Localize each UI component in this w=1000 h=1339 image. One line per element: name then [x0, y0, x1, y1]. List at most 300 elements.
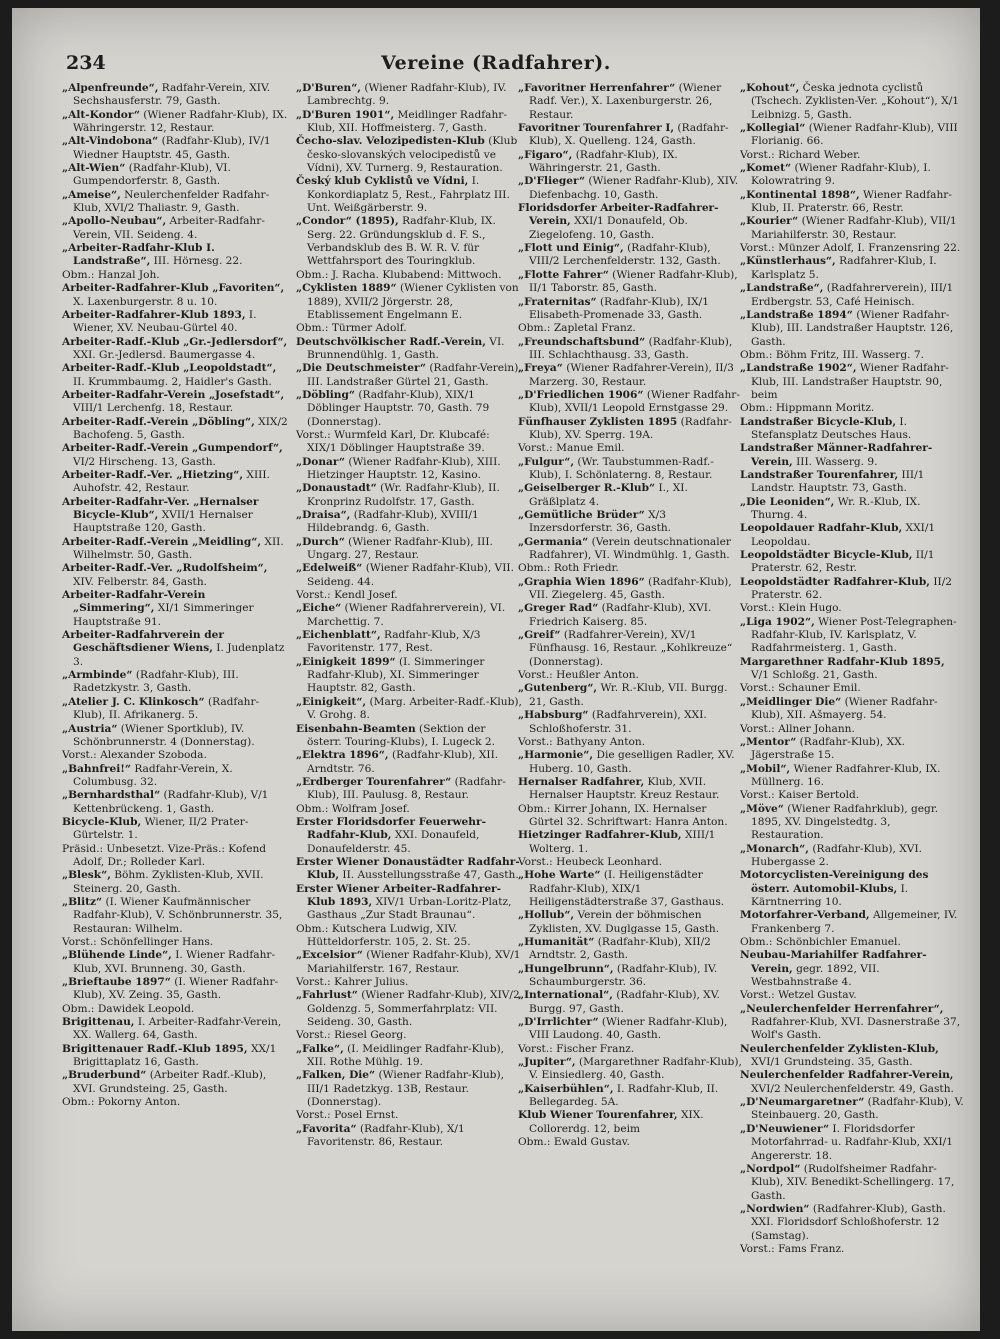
- entry-details: (Radfahr-Klub), XII. Arndtstr. 76.: [307, 749, 499, 775]
- directory-entry: [296, 536, 522, 563]
- entry-details: (I. Wiener Kaufmännischer Radfahr-Klub), V. Schönbrunnerstr. 35, Restauran: Wilhelm.: [73, 895, 283, 935]
- entry-name: Český klub Cyklistů ve Vídni,: [296, 175, 469, 188]
- page-number: 234: [66, 52, 106, 74]
- entry-name: „D'Neumargaretner“: [740, 1096, 865, 1109]
- entry-details: VI. Brunnendühlg. 1, Gasth.: [307, 335, 505, 361]
- entry-name: Hernalser Radfahrer,: [518, 775, 645, 788]
- entry-name: „Ameise“,: [62, 188, 121, 201]
- entry-officer: Vorst.: Kaiser Bertold.: [740, 789, 860, 802]
- directory-entry: [62, 309, 288, 336]
- directory-entry: [740, 1203, 966, 1256]
- entry-name: „Fulgur“,: [518, 455, 575, 468]
- entry-details: X. Laxenburgerstr. 8 u. 10.: [73, 295, 218, 308]
- directory-entry: [740, 162, 966, 189]
- entry-name: „Möve“: [740, 802, 784, 815]
- directory-entry: [296, 1123, 522, 1150]
- entry-officer: Vorst.: Allner Johann.: [740, 722, 855, 735]
- directory-entry: [740, 843, 966, 870]
- entry-details: XX/1 Brigittaplatz 16, Gasth.: [73, 1042, 277, 1069]
- entry-details: Wiener, II/2 Prater-Gürtelstr. 1.: [73, 815, 249, 842]
- entry-name: Hietzinger Radfahrer-Klub,: [518, 829, 682, 842]
- entry-details: XIII. Auhofstr. 42, Restaur.: [73, 468, 270, 495]
- directory-entry: [296, 362, 522, 389]
- entry-name: Bicycle-Klub,: [62, 815, 142, 828]
- directory-entry: [518, 175, 744, 202]
- entry-name: Erster Wiener Arbeiter-Radfahrer-Klub 1893,: [296, 882, 502, 908]
- entry-details: (Radfahrverein), XXI. Schloßhoferstr. 31.: [529, 709, 707, 735]
- directory-entry: [62, 242, 288, 282]
- entry-details: Radfahr-Verein, XIV. Sechshausferstr. 79, Gasth.: [73, 82, 271, 108]
- entry-name: Arbeiter-Radfahr-Verein „Josefstadt“,: [62, 388, 285, 401]
- entry-details: (Wiener Radfahr-Klub), III. Ungarg. 27, Restaur.: [307, 535, 493, 562]
- directory-entry: [740, 309, 966, 362]
- entry-officer: Obm.: Ewald Gustav.: [518, 1136, 630, 1149]
- entry-name: „Excelsior“: [296, 949, 363, 962]
- entry-details: (Wiener Radfahr-Klub), VIII Florianig. 66.: [751, 122, 958, 148]
- entry-officer: Präsid.: Unbesetzt. Vize-Präs.: Kofend Adolf, Dr.; Rolleder Karl.: [62, 842, 267, 868]
- directory-entry: [518, 869, 744, 909]
- entry-name: „Elektra 1896“,: [296, 749, 389, 762]
- entry-name: „Fraternitas“: [518, 295, 597, 308]
- entry-name: „Freundschaftsbund“: [518, 335, 646, 348]
- entry-details: (Radfahr-Klub), III. Schlachthausg. 33, Gasth.: [529, 335, 733, 361]
- entry-officer: Obm.: Hanzal Joh.: [62, 268, 160, 281]
- directory-entry: [518, 122, 744, 149]
- entry-name: „Arbeiter-Radfahr-Klub I. Landstraße“,: [62, 242, 215, 268]
- entry-details: (Wiener Radfahrklub), gegr. 1895, XV. Dingelstedtg. 3, Restauration.: [751, 802, 939, 842]
- directory-entry: [296, 883, 522, 950]
- entry-details: (Radfahr-Klub), XIX/1 Döblinger Hauptstr. 70, Gasth. 79 (Donnerstag).: [307, 388, 490, 428]
- entry-details: (Radfahr-Klub), III. Paulusg. 8, Restaur.: [307, 775, 506, 802]
- directory-entry: [296, 723, 522, 750]
- entry-details: I. Radfahr-Klub, II. Bellegardeg. 5A.: [529, 1082, 719, 1109]
- entry-name: Landstraßer Bicycle-Klub,: [740, 415, 897, 428]
- entry-name: „Einigkeit 1899“: [296, 655, 396, 668]
- entry-name: „Mobil“,: [740, 762, 791, 775]
- entry-name: „Künstlerhaus“,: [740, 255, 836, 268]
- entry-details: (Wiener Radfahr-Klub), VII. Seideng. 44.: [307, 562, 514, 588]
- directory-entry: [518, 202, 744, 242]
- directory-entry: [518, 149, 744, 176]
- entry-details: Meidlinger Radfahr-Klub, XII. Hoffmeisterg. 7, Gasth.: [307, 108, 507, 135]
- entry-name: Arbeiter-Radf.-Klub „Gr.-Jedlersdorf“,: [62, 335, 288, 348]
- entry-name: „Liga 1902“,: [740, 615, 815, 628]
- entry-details: (Wiener Radfahr-Klub), II/1 Taborstr. 85, Gasth.: [529, 268, 738, 295]
- entry-name: Motorfahrer-Verband,: [740, 909, 870, 922]
- entry-officer: Vorst.: Fischer Franz.: [518, 1042, 635, 1055]
- entry-details: I. Wiener Radfahr-Klub, XVI. Brunneng. 30, Gasth.: [73, 949, 276, 975]
- directory-entry: [296, 175, 522, 215]
- entry-details: (I. Heiligenstädter Radfahr-Klub), XIX/1 Heiligenstädterstraße 37, Gasthaus.: [529, 869, 725, 908]
- directory-entry: [740, 763, 966, 803]
- entry-details: (Radfahr-Klub), XII/2 Arndtstr. 2, Gasth.: [529, 936, 711, 962]
- entry-name: Fünfhauser Zyklisten 1895: [518, 415, 678, 428]
- entry-details: III/1 Landstr. Hauptstr. 73, Gasth.: [751, 468, 925, 495]
- directory-entry: [518, 749, 744, 776]
- entry-name: „Favorita“: [296, 1122, 357, 1135]
- entry-name: Leopoldauer Radfahr-Klub,: [740, 522, 903, 535]
- directory-entry: [518, 242, 744, 269]
- directory-entry: [740, 803, 966, 843]
- entry-name: Arbeiter-Radf.-Verein „Gumpendorf“,: [62, 442, 283, 455]
- directory-entry: [518, 963, 744, 990]
- entry-details: Wiener Radfahr-Klub, III. Landstraßer Hauptstr. 90, beim: [751, 362, 949, 401]
- directory-entry: [740, 416, 966, 443]
- directory-entry: [518, 389, 744, 416]
- directory-entry: [296, 949, 522, 989]
- entry-name: Arbeiter-Radfahrer-Klub 1893,: [62, 308, 246, 321]
- entry-details: (Sektion der österr. Touring-Klubs), I. Lugeck 2.: [307, 722, 495, 748]
- directory-entry: [518, 1109, 744, 1149]
- directory-entry: [296, 776, 522, 816]
- entry-details: (Wiener Radfahr-Klub), XIV. Diefenbachg. 10, Gasth.: [529, 175, 739, 201]
- directory-entry: [518, 776, 744, 829]
- entry-name: „Blitz“: [62, 895, 103, 908]
- entry-details: (Klub česko-slovanských velocipedistů ve Vídni), XV. Turnerg. 9, Restauration.: [307, 135, 518, 175]
- document-page: [12, 8, 980, 1331]
- directory-entry: [296, 215, 522, 282]
- entry-name: „Hollub“,: [518, 909, 575, 922]
- entry-name: „Gemütliche Brüder“: [518, 509, 645, 521]
- entry-details: (Wiener Radfahr-Klub), VII/1 Mariahilferstr. 30, Restaur.: [751, 215, 957, 241]
- entry-details: I. Wiener, XV. Neubau-Gürtel 40.: [73, 308, 257, 335]
- entry-name: „Geiselberger R.-Klub“: [518, 482, 656, 495]
- entry-name: Erster Wiener Donaustädter Radfahr-Klub,: [296, 855, 520, 882]
- directory-entry: [518, 456, 744, 483]
- entry-details: Wiener Post-Telegraphen-Radfahr-Klub, IV. Karlsplatz, V. Radfahrmeisterg. 1, Gasth.: [751, 615, 957, 655]
- entry-name: „D'Friedlichen 1906“: [518, 388, 644, 401]
- directory-entry: [740, 122, 966, 162]
- entry-details: (Radfahr-Klub), IV. Schaumburgerstr. 36.: [529, 962, 718, 989]
- entry-name: „D'Irrlichter“: [518, 1016, 599, 1029]
- directory-entry: [296, 109, 522, 136]
- directory-entry: [296, 656, 522, 696]
- directory-entry: [62, 189, 288, 216]
- column-1: [62, 82, 288, 1109]
- directory-entry: [518, 909, 744, 936]
- directory-entry: [740, 469, 966, 496]
- directory-entry: [518, 536, 744, 576]
- directory-entry: [62, 976, 288, 1016]
- entry-details: I. Arbeiter-Radfahr-Verein, XX. Wallerg. 64, Gasth.: [73, 1016, 282, 1042]
- entry-details: (Radfahrer-Klub), Gasth. XXI. Floridsdorf Schloßhoferstr. 12 (Samstag).: [751, 1202, 946, 1242]
- entry-name: „Edelweiß“: [296, 562, 363, 575]
- directory-entry: [62, 496, 288, 536]
- directory-entry: [518, 936, 744, 963]
- entry-officer: Vorst.: Alexander Szoboda.: [62, 749, 207, 762]
- entry-officer: Obm.: Schönbichler Emanuel.: [740, 936, 901, 948]
- directory-entry: [62, 536, 288, 563]
- entry-details: (Radfahr-Klub), V. Steinbauerg. 20, Gasth.: [751, 1096, 964, 1122]
- directory-entry: [296, 696, 522, 723]
- entry-details: I. Stefansplatz Deutsches Haus.: [751, 415, 912, 441]
- entry-details: (Radfahr-Klub), XVI. Hubergasse 2.: [751, 842, 923, 868]
- directory-entry: [740, 656, 966, 696]
- directory-entry: [740, 616, 966, 656]
- entry-officer: Vorst.: Bathyany Anton.: [518, 735, 646, 748]
- entry-name: „Monarch“,: [740, 842, 809, 855]
- entry-details: (Arbeiter Radf.-Klub), XVI. Grundsteing. 25, Gasth.: [73, 1069, 267, 1095]
- directory-entry: [518, 509, 744, 536]
- entry-details: XIX. Collorerdg. 12, beim: [529, 1109, 704, 1135]
- directory-entry: [518, 682, 744, 709]
- entry-details: (Margarethner Radfahr-Klub), V. Einsiedlerg. 40, Gasth.: [529, 1056, 742, 1082]
- directory-entry: [518, 482, 744, 509]
- directory-entry: [518, 576, 744, 603]
- directory-entry: [62, 789, 288, 816]
- directory-entry: [740, 549, 966, 576]
- entry-details: (Radfahr-Klub), II. Afrikanerg. 5.: [73, 695, 260, 722]
- entry-details: XIV. Felberstr. 84, Gasth.: [73, 575, 208, 588]
- entry-name: Landstraßer Männer-Radfahrer-Verein,: [740, 442, 933, 468]
- entry-details: (Wiener Radfahr-Klub), VIII Laudong. 40, Gasth.: [529, 1016, 728, 1042]
- entry-officer: Vorst.: Posel Ernst.: [296, 1109, 399, 1122]
- entry-officer: Vorst.: Schauner Emil.: [740, 682, 861, 695]
- entry-officer: Obm.: Zapletal Franz.: [518, 322, 636, 335]
- directory-entry: [296, 135, 522, 175]
- entry-name: Arbeiter-Radfahr-Verein „Simmering“,: [62, 589, 206, 615]
- entry-name: „Neulerchenfelder Herrenfahrer“,: [740, 1002, 944, 1015]
- entry-details: (Radfahr-Klub), XVIII/1 Hildebrandg. 6, Gasth.: [307, 509, 479, 535]
- directory-entry: [62, 1043, 288, 1070]
- directory-entry: [62, 282, 288, 309]
- entry-details: V/1 Schloßg. 21, Gasth.: [751, 669, 878, 682]
- entry-details: (I. Meidlinger Radfahr-Klub), XII. Rothe Mühlg. 19.: [307, 1042, 505, 1069]
- directory-entry: [296, 629, 522, 656]
- entry-name: Arbeiter-Radf.-Ver. „Hietzing“,: [62, 468, 244, 481]
- entry-details: (Radfahr-Klub), V/1 Kettenbrückeng. 1, Gasth.: [73, 789, 269, 815]
- entry-name: „Nordpol“: [740, 1162, 801, 1175]
- entry-details: (Rudolfsheimer Radfahr-Klub), XIV. Benedikt-Schellingerg. 17, Gasth.: [751, 1162, 955, 1202]
- directory-entry: [62, 723, 288, 763]
- entry-details: II/2 Praterstr. 62.: [751, 575, 953, 602]
- entry-name: „Atelier J. C. Klinkosch“: [62, 695, 205, 708]
- entry-name: „Landstraße“,: [740, 282, 824, 295]
- entry-name: „D'Buren 1901“,: [296, 108, 395, 121]
- entry-details: Die geselligen Radler, XV. Huberg. 10, Gasth.: [529, 749, 735, 775]
- entry-details: (Wiener Radfahr-Klub), XII. Ašmayerg. 54.: [751, 695, 938, 722]
- directory-entry: [62, 416, 288, 443]
- entry-name: „Draisa“,: [296, 509, 351, 521]
- page-title: Vereine (Radfahrer).: [381, 52, 611, 74]
- directory-entry: [518, 1083, 744, 1110]
- directory-entry: [296, 82, 522, 109]
- entry-details: (Wiener Radfahr-Klub), XIV/2 Goldenzg. 5, Sommerfahrplatz: VII. Seideng. 30, Gasth.: [307, 989, 520, 1029]
- entry-details: Klub, XVII. Hernalser Hauptstr. Kreuz Restaur.: [529, 775, 720, 802]
- entry-details: XI/1 Simmeringer Hauptstraße 91.: [73, 602, 254, 628]
- entry-details: (Radfahr-Klub), III. Radetzkystr. 3, Gasth.: [73, 669, 239, 695]
- entry-name: „Kourier“: [740, 215, 799, 228]
- entry-details: XXI/1 Leopoldau.: [751, 522, 936, 548]
- entry-name: „Habsburg“: [518, 709, 589, 722]
- entry-officer: Vorst.: Schönfellinger Hans.: [62, 936, 214, 948]
- entry-details: I. Kärntnerring 10.: [751, 882, 909, 908]
- entry-name: „Kontinental 1898“,: [740, 188, 860, 201]
- directory-entry: [740, 696, 966, 736]
- entry-details: I., XI. Gräßlplatz 4.: [529, 482, 688, 508]
- entry-name: Eisenbahn-Beamten: [296, 722, 416, 735]
- directory-entry: [62, 763, 288, 790]
- directory-entry: [518, 1056, 744, 1083]
- directory-entry: [296, 1069, 522, 1122]
- entry-details: XXI. Gr.-Jedlersd. Baumergasse 4.: [73, 348, 256, 361]
- entry-name: „Alt-Vindobona“: [62, 135, 159, 148]
- entry-details: (Radfahr-Klub), X. Quelleng. 124, Gasth.: [529, 122, 729, 148]
- entry-name: „Favoritner Herrenfahrer“: [518, 82, 676, 94]
- entry-name: „Einigkeit“,: [296, 695, 367, 708]
- directory-entry: [62, 1016, 288, 1043]
- entry-name: „Alpenfreunde“,: [62, 82, 159, 94]
- entry-name: „Flotte Fahrer“: [518, 268, 609, 281]
- entry-details: Verein der böhmischen Zyklisten, XV. Duglgasse 15, Gasth.: [529, 909, 720, 935]
- entry-name: „Cyklisten 1889“: [296, 282, 397, 295]
- entry-details: Wiener Radfahr-Klub, II. Praterstr. 66, Restr.: [751, 188, 952, 215]
- entry-details: XIV/1 Urban-Loritz-Platz, Gasthaus „Zur Stadt Braunau“.: [307, 895, 512, 922]
- entry-details: Wiener Radfahrer-Klub, IX. Müllnerg. 16.: [751, 762, 941, 788]
- directory-entry: [62, 869, 288, 896]
- entry-officer: Vorst.: Klein Hugo.: [740, 602, 842, 615]
- entry-name: „Donar“: [296, 455, 345, 468]
- entry-name: „Komet“: [740, 162, 792, 175]
- entry-name: „Germania“: [518, 535, 589, 548]
- entry-details: XII. Wilhelmstr. 50, Gasth.: [73, 535, 284, 562]
- directory-entry: [62, 389, 288, 416]
- directory-entry: [518, 602, 744, 629]
- entry-name: „Greif“: [518, 629, 561, 642]
- directory-entry: [740, 1043, 966, 1070]
- entry-details: XXI/1 Donaufeld, Ob. Ziegelofeng. 10, Gasth.: [529, 215, 688, 241]
- directory-entry: [518, 829, 744, 869]
- entry-details: (Wiener Radfahrerverein), VI. Marchettig. 7.: [307, 602, 506, 628]
- entry-name: Floridsdorfer Arbeiter-Radfahrer-Verein,: [518, 202, 719, 228]
- directory-entry: [296, 389, 522, 456]
- entry-name: „Die Deutschmeister“: [296, 362, 427, 375]
- entry-name: „Kaiserbühlen“,: [518, 1082, 614, 1095]
- entry-name: „Blesk“,: [62, 869, 111, 882]
- entry-details: (Radfahr-Klub), IX/1 Elisabeth-Promenade 33, Gasth.: [529, 295, 709, 321]
- entry-details: (I. Wiener Radfahr-Klub), XV. Zeing. 35, Gasth.: [73, 976, 279, 1002]
- entry-details: (Wiener Radfahr-Klub), XVII/1 Leopold Ernstgasse 29.: [529, 388, 740, 415]
- entry-details: (Wr. Radfahr-Klub), II. Kronprinz Rudolfstr. 17, Gasth.: [307, 482, 500, 508]
- entry-details: XIII/1 Wolterg. 1.: [529, 829, 716, 855]
- entry-name: „Kollegial“: [740, 122, 806, 135]
- entry-name: Arbeiter-Radf.-Klub „Leopoldstadt“,: [62, 362, 277, 375]
- entry-details: X/3 Inzersdorferstr. 36, Gasth.: [529, 509, 672, 535]
- directory-entry: [296, 602, 522, 629]
- directory-entry: [740, 869, 966, 909]
- entry-name: Deutschvölkischer Radf.-Verein,: [296, 335, 486, 348]
- entry-details: Radfahrer-Klub, I. Karlsplatz 5.: [751, 255, 937, 281]
- entry-details: (Wr. Taubstummen-Radf.-Klub), I. Schönlaterng. 8, Restaur.: [529, 455, 714, 481]
- directory-entry: [518, 416, 744, 456]
- entry-details: (Radfahr-Klub), VI. Gumpendorferstr. 8, Gasth.: [73, 162, 231, 188]
- entry-name: „Landstraße 1894“: [740, 308, 853, 321]
- entry-details: (Wiener Radfahrer-Verein), II/3 Marzerg. 30, Restaur.: [529, 362, 734, 388]
- entry-name: „Apollo-Neubau“,: [62, 215, 167, 228]
- directory-entry: [740, 1069, 966, 1096]
- directory-entry: [62, 109, 288, 136]
- entry-details: (Wiener Cyklisten von 1889), XVII/2 Jörgerstr. 28, Etablissement Engelmann E.: [307, 282, 519, 321]
- entry-details: (Wiener Radfahr-Klub), XIII. Hietzinger Hauptstr. 12, Kasino.: [307, 455, 501, 481]
- entry-details: (Wiener Radfahr-Klub), IV. Lambrechtg. 9.: [307, 82, 507, 108]
- entry-officer: Vorst.: Heußler Anton.: [518, 669, 639, 682]
- entry-name: Margarethner Radfahr-Klub 1895,: [740, 655, 945, 668]
- directory-entry: [740, 255, 966, 282]
- entry-name: „Austria“: [62, 722, 118, 735]
- directory-entry: [518, 362, 744, 389]
- entry-name: „Döbling“: [296, 388, 356, 401]
- directory-entry: [62, 629, 288, 669]
- directory-entry: [296, 282, 522, 335]
- entry-name: „Durch“: [296, 535, 345, 548]
- entry-name: Neulerchenfelder Radfahrer-Verein,: [740, 1069, 954, 1082]
- directory-entry: [62, 469, 288, 496]
- entry-officer: Obm.: Böhm Fritz, III. Wasserg. 7.: [740, 348, 924, 361]
- entry-name: Arbeiter-Radf.-Ver. „Rudolfsheim“,: [62, 562, 268, 575]
- entry-details: (Wiener Radfahr-Klub), I. Kolowratring 9.: [751, 162, 931, 188]
- entry-name: Čecho-slav. Velozipedisten-Klub: [296, 135, 485, 148]
- entry-details: VIII/1 Lerchenfg. 18, Restaur.: [73, 402, 234, 415]
- entry-details: Radfahrer-Klub, XVI. Dasnerstraße 37, Wolf's Gasth.: [751, 1016, 961, 1042]
- entry-name: Leopoldstädter Bicycle-Klub,: [740, 549, 913, 562]
- directory-entry: [296, 749, 522, 776]
- entry-name: Favoritner Tourenfahrer I,: [518, 122, 675, 135]
- entry-name: „Alt-Kondor“: [62, 108, 140, 121]
- directory-entry: [518, 989, 744, 1016]
- entry-name: Arbeiter-Radfahr-Ver. „Hernalser Bicycle-Klub“,: [62, 495, 259, 521]
- entry-name: „Hohe Warte“: [518, 869, 601, 882]
- entry-name: „Eichenblatt“,: [296, 629, 381, 642]
- entry-name: Arbeiter-Radf.-Verein „Meidling“,: [62, 535, 262, 548]
- directory-entry: [62, 589, 288, 629]
- entry-officer: Obm.: Wolfram Josef.: [296, 802, 410, 815]
- directory-entry: [62, 442, 288, 469]
- entry-details: (Radfahr-Klub), VII. Ziegelerg. 45, Gasth.: [529, 575, 732, 602]
- entry-name: „Kohout“,: [740, 82, 800, 94]
- entry-details: (Radfahr-Klub), IV/1 Wiedner Hauptstr. 45, Gasth.: [73, 135, 271, 161]
- entry-name: Motorcyclisten-Vereinigung des österr. Automobil-Klubs,: [740, 869, 929, 895]
- entry-details: I. Konkordiaplatz 5, Rest., Fahrplatz III. Unt. Weißgärberstr. 9.: [307, 175, 510, 215]
- entry-name: „Graphia Wien 1896“: [518, 575, 645, 588]
- entry-name: „Greger Rad“: [518, 602, 599, 615]
- entry-name: „Alt-Wien“: [62, 162, 126, 175]
- directory-entry: [518, 296, 744, 336]
- entry-officer: Vorst.: Heubeck Leonhard.: [518, 855, 663, 868]
- entry-details: Česka jednota cyclistů (Tschech. Zyklisten-Ver. „Kohout“), X/1 Leibnizg. 5, Gasth.: [751, 82, 960, 121]
- entry-name: „D'Buren“,: [296, 82, 361, 94]
- directory-entry: [62, 82, 288, 109]
- directory-entry: [296, 1043, 522, 1070]
- entry-name: „Landstraße 1902“,: [740, 362, 857, 375]
- entry-name: „Freya“: [518, 362, 563, 375]
- entry-officer: Obm.: J. Racha. Klubabend: Mittwoch.: [296, 268, 502, 281]
- directory-entry: [518, 82, 744, 122]
- entry-details: II. Krummbaumg. 2, Haidler's Gasth.: [73, 375, 272, 388]
- entry-name: Erster Floridsdorfer Feuerwehr-Radfahr-Klub,: [296, 815, 486, 842]
- directory-entry: [62, 896, 288, 949]
- entry-name: „Bahnfrei!“: [62, 762, 131, 775]
- entry-details: (Radfahr-Klub), X/1 Favoritenstr. 86, Restaur.: [307, 1122, 465, 1149]
- entry-name: „Erdberger Tourenfahrer“: [296, 775, 452, 788]
- entry-details: Radfahr-Klub, X/3 Favoritenstr. 177, Rest.: [307, 629, 481, 655]
- entry-officer: Obm.: Hippmann Moritz.: [740, 402, 875, 415]
- entry-details: (Wiener Sportklub), IV. Schönbrunnerstr. 4 (Donnerstag).: [73, 722, 255, 748]
- entry-details: Neulerchenfelder Radfahr-Klub, XVI/2 Thaliastr. 9, Gasth.: [73, 188, 270, 215]
- entry-details: Radfahr-Klub, IX. Serg. 22. Gründungsklub d. F. S., Verbandsklub des B. W. R. V. für Wettfahrsport des Touringklub.: [307, 215, 496, 268]
- entry-name: „Donaustadt“: [296, 482, 377, 495]
- entry-name: „Figaro“,: [518, 148, 573, 161]
- directory-entry: [740, 1096, 966, 1123]
